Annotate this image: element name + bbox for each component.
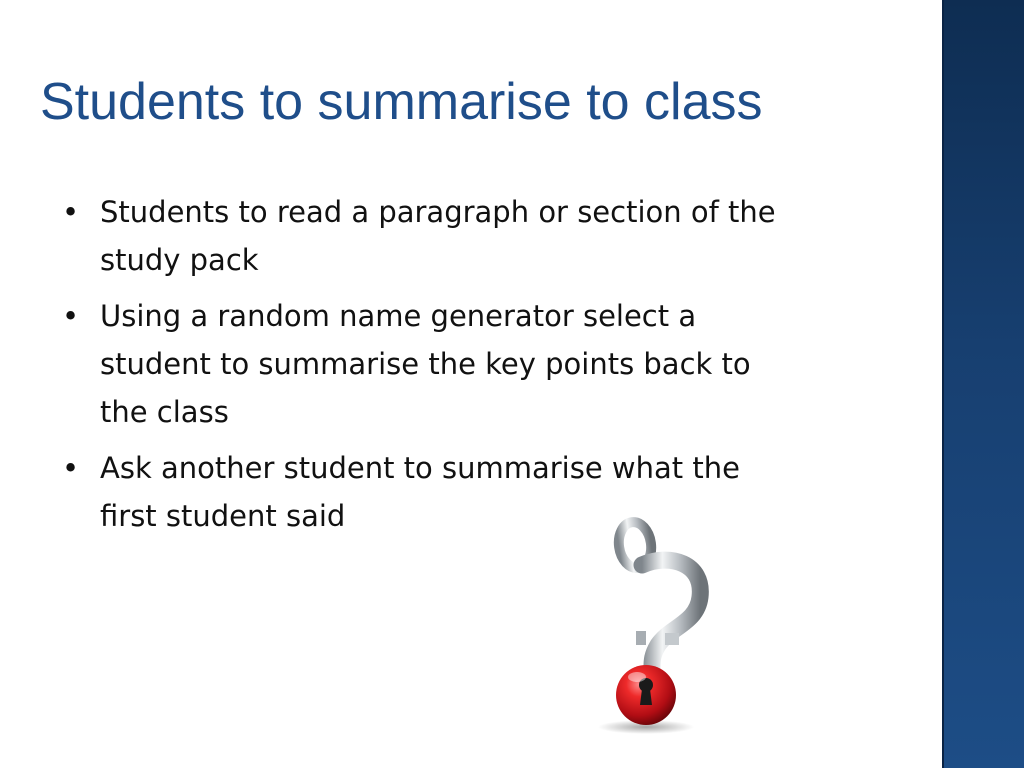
question-mark-key-icon (570, 515, 720, 735)
bullet-text-line: Ask another student to summarise what the (100, 451, 740, 485)
bullet-text-line: Using a random name generator select a (100, 299, 697, 333)
bullet-dot: • (62, 299, 80, 333)
bullet-item (60, 292, 860, 436)
decorative-side-bar (942, 0, 1024, 768)
bullet-text-line: student to summarise the key points back to (100, 347, 751, 381)
slide-title: Students to summarise to class (40, 73, 763, 131)
bullet-text-line: the class (100, 395, 229, 429)
bullet-text-line: study pack (100, 243, 259, 277)
bullet-dot: • (62, 195, 80, 229)
bullet-list (60, 188, 860, 548)
bullet-text-line: first student said (100, 499, 346, 533)
bullet-item (60, 188, 860, 284)
bullet-dot: • (62, 451, 80, 485)
bullet-item (60, 444, 860, 540)
bullet-text-line: Students to read a paragraph or section of the (100, 195, 776, 229)
